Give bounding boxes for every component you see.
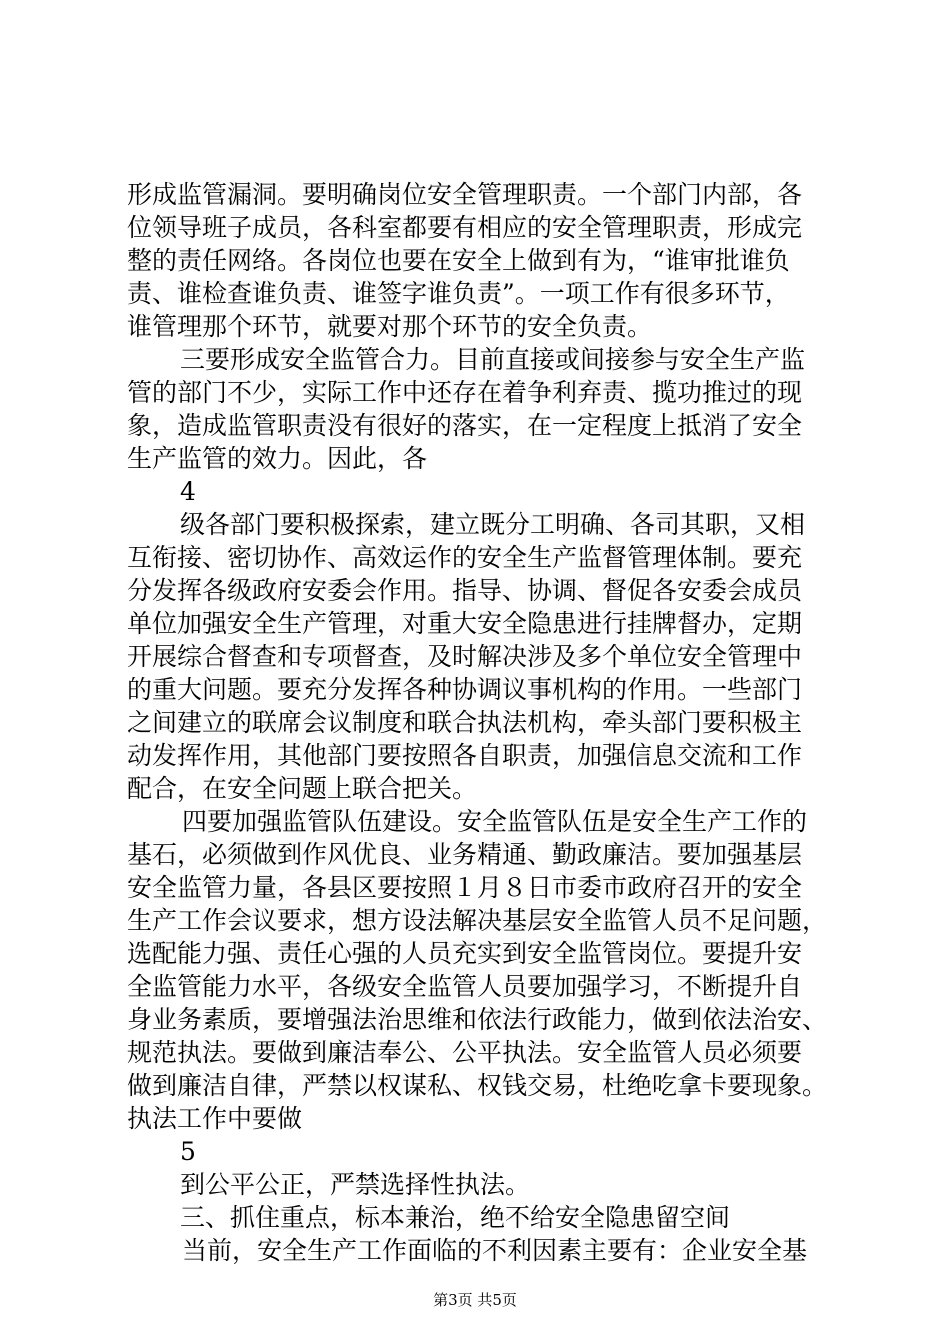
- page-marker: 5: [180, 1137, 196, 1166]
- text-line: 做到廉洁自律，严禁以权谋私、权钱交易，杜绝吃拿卡要现象。: [127, 1071, 828, 1100]
- text-line: 整的责任网络。各岗位也要在安全上做到有为，“谁审批谁负: [127, 246, 790, 275]
- text-line: 生产工作会议要求，想方设法解决基层安全监管人员不足问题，: [127, 906, 828, 935]
- text-line: 基石，必须做到作风优良、业务精通、勤政廉洁。要加强基层: [127, 840, 803, 869]
- paragraph-start-line: 级各部门要积极探索，建立既分工明确、各司其职，又相: [180, 510, 806, 539]
- text-line: 责、谁检查谁负责、谁签字谁负责”。一项工作有很多环节，: [127, 279, 790, 308]
- text-line: 位领导班子成员，各科室都要有相应的安全管理职责，形成完: [127, 213, 803, 242]
- text-line: 互衔接、密切协作、高效运作的安全生产监督管理体制。要充: [127, 543, 803, 572]
- text-line: 之间建立的联席会议制度和联合执法机构，牵头部门要积极主: [127, 708, 803, 737]
- text-line: 谁管理那个环节，就要对那个环节的安全负责。: [127, 312, 653, 341]
- paragraph-start-line: 三要形成安全监管合力。目前直接或间接参与安全生产监: [180, 345, 806, 374]
- text-line: 身业务素质，要增强法治思维和依法行政能力，做到依法治安、: [127, 1005, 828, 1034]
- page-marker: 4: [180, 477, 196, 506]
- text-line: 执法工作中要做: [127, 1104, 303, 1133]
- text-line: 全监管能力水平，各级安全监管人员要加强学习，不断提升自: [127, 972, 803, 1001]
- text-line: 开展综合督查和专项督查，及时解决涉及多个单位安全管理中: [127, 642, 803, 671]
- text-line: 分发挥各级政府安委会作用。指导、协调、督促各安委会成员: [127, 576, 803, 605]
- text-line: 安全监管力量，各县区要按照１月８日市委市政府召开的安全: [127, 873, 803, 902]
- text-line: 到公平公正，严禁选择性执法。: [180, 1170, 531, 1199]
- section-heading: 三、抓住重点，标本兼治，绝不给安全隐患留空间: [180, 1203, 731, 1232]
- text-line: 的重大问题。要充分发挥各种协调议事机构的作用。一些部门: [127, 675, 803, 704]
- paragraph-start-line: 当前，安全生产工作面临的不利因素主要有：企业安全基: [182, 1236, 808, 1265]
- text-line: 生产监管的效力。因此，各: [127, 444, 428, 473]
- text-line: 单位加强安全生产管理，对重大安全隐患进行挂牌督办，定期: [127, 609, 803, 638]
- text-line: 选配能力强、责任心强的人员充实到安全监管岗位。要提升安: [127, 939, 803, 968]
- text-line: 配合，在安全问题上联合把关。: [127, 774, 478, 803]
- text-line: 象，造成监管职责没有很好的落实，在一定程度上抵消了安全: [127, 411, 803, 440]
- text-line: 动发挥作用，其他部门要按照各自职责，加强信息交流和工作: [127, 741, 803, 770]
- text-line: 形成监管漏洞。要明确岗位安全管理职责。一个部门内部，各: [127, 180, 803, 209]
- text-line: 规范执法。要做到廉洁奉公、公平执法。安全监管人员必须要: [127, 1038, 803, 1067]
- page-footer: 第3页 共5页: [433, 1291, 517, 1309]
- text-line: 管的部门不少，实际工作中还存在着争利弃责、揽功推过的现: [127, 378, 803, 407]
- paragraph-start-line: 四要加强监管队伍建设。安全监管队伍是安全生产工作的: [182, 807, 808, 836]
